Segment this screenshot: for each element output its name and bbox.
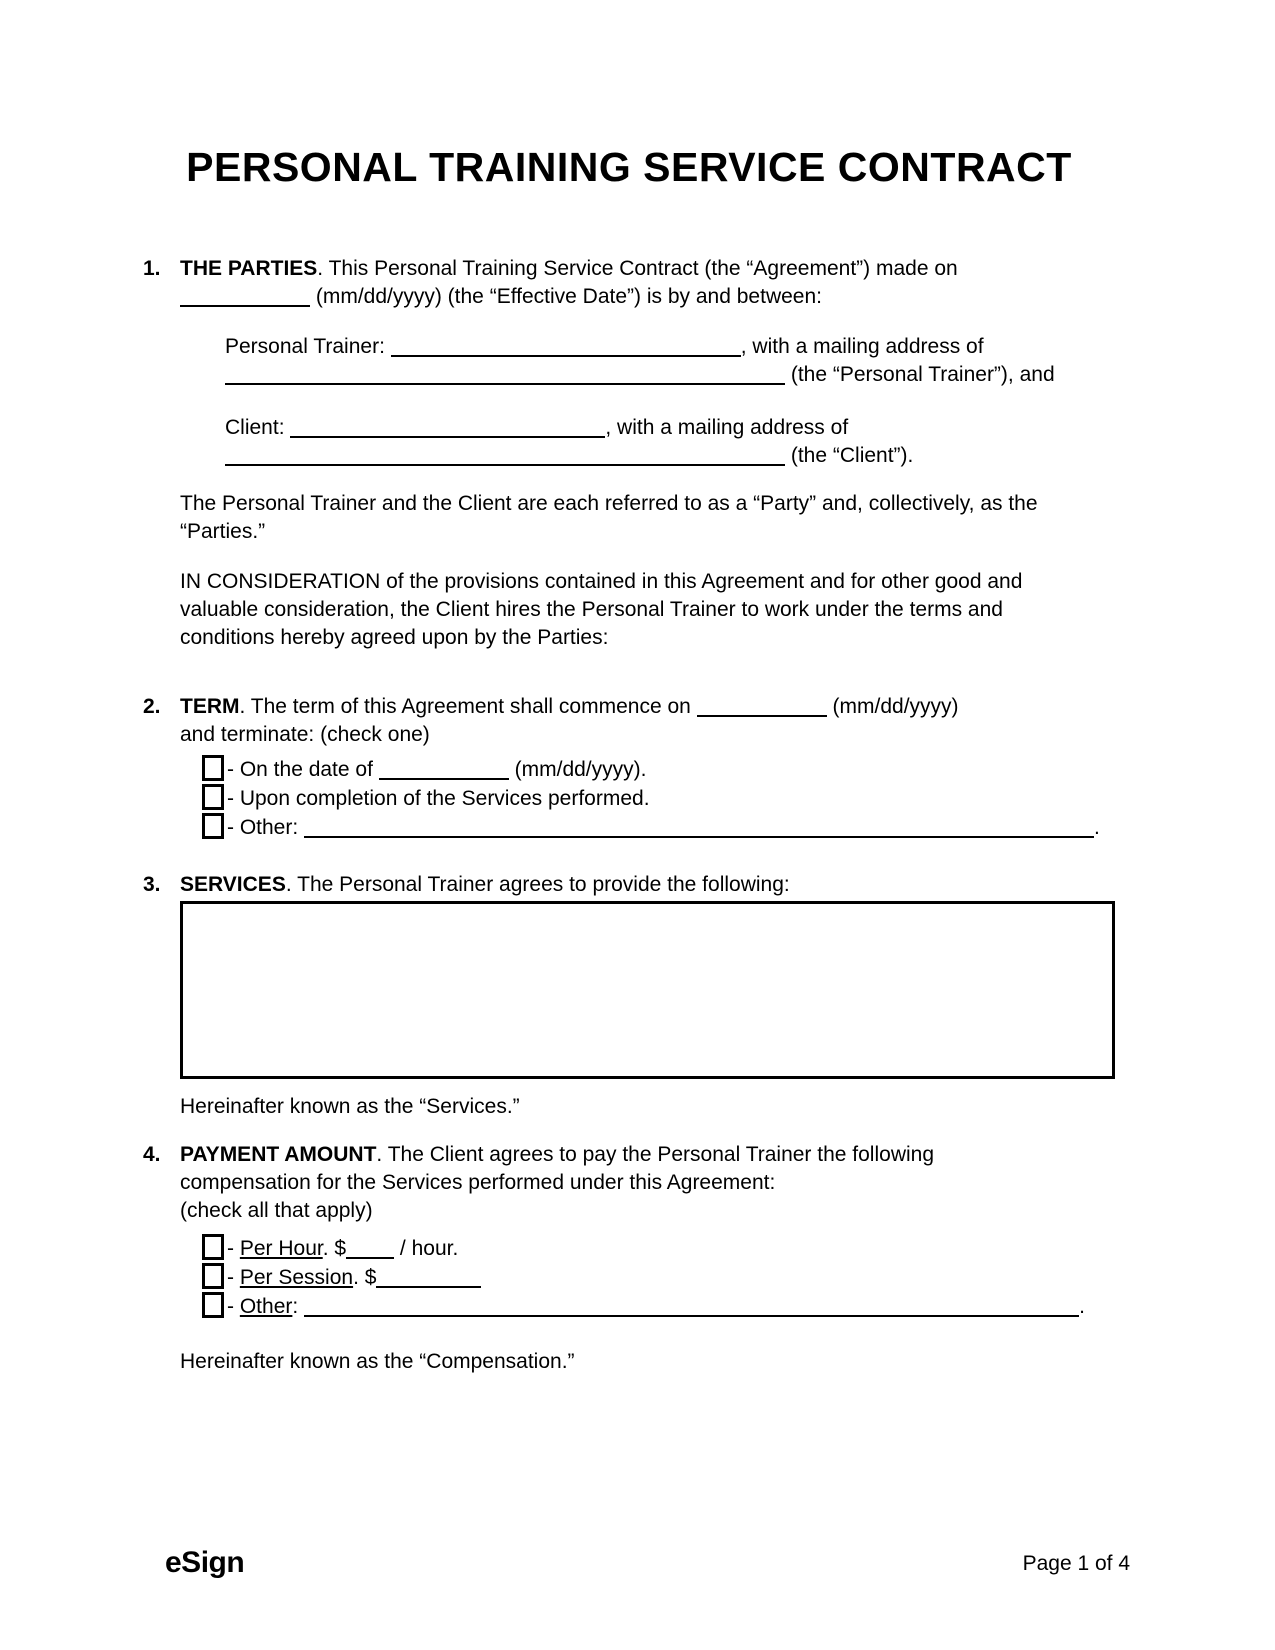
section-parties	[143, 255, 1115, 652]
section-payment	[143, 1141, 1115, 1376]
parties-roles-paragraph: The Personal Trainer and the Client are each referred to as a “Party” and, collectively, as the “Parties.”	[180, 492, 1038, 543]
compensation-note: Hereinafter known as the “Compensation.”	[180, 1350, 575, 1373]
trainer-block	[225, 333, 1115, 389]
payment-option-per-hour: - Per Hour. $ / hour.	[202, 1234, 1115, 1263]
payment-line3: (check all that apply)	[180, 1199, 373, 1222]
section-heading-parties: THE PARTIES	[180, 257, 318, 280]
hourly-rate-field[interactable]	[346, 1241, 394, 1259]
client-line2: (the “Client”).	[225, 442, 1115, 470]
term-other-field[interactable]	[304, 820, 1094, 838]
trainer-line2: (the “Personal Trainer”), and	[225, 361, 1115, 389]
session-rate-field[interactable]	[376, 1270, 481, 1288]
trainer-name-field[interactable]	[391, 339, 741, 357]
section-number: 1.	[143, 257, 161, 280]
payment-other-field[interactable]	[304, 1299, 1079, 1317]
checkbox-payment-other[interactable]	[202, 1292, 224, 1318]
checkbox-per-hour[interactable]	[202, 1234, 224, 1260]
term-option-completion: - Upon completion of the Services performed.	[202, 784, 1115, 813]
consideration-paragraph: IN CONSIDERATION of the provisions contained in this Agreement and for other good and valuable consideration, the Client hires the Personal Trainer to work under the terms and conditions hereby agreed upon by the Parties:	[180, 570, 1023, 649]
per-hour-label: Per Hour	[239, 1237, 323, 1260]
client-name-field[interactable]	[290, 420, 605, 438]
trainer-label: Personal Trainer:	[225, 335, 385, 358]
section-number: 2.	[143, 695, 161, 718]
esign-logo: eSign	[165, 1546, 245, 1579]
client-address-field[interactable]	[225, 448, 785, 466]
commence-date-field[interactable]	[697, 699, 827, 717]
payment-option-other: - Other: .	[202, 1292, 1115, 1321]
page-number: Page 1 of 4	[1022, 1552, 1130, 1575]
payment-options	[180, 1234, 1115, 1321]
section-term	[143, 693, 1115, 842]
trainer-address-field[interactable]	[225, 367, 785, 385]
payment-other-label: Other	[239, 1295, 293, 1318]
parties-intro-line2: (mm/dd/yyyy) (the “Effective Date”) is by and between:	[180, 283, 1115, 311]
services-note: Hereinafter known as the “Services.”	[180, 1095, 520, 1118]
section-number: 4.	[143, 1143, 161, 1166]
term-option-other: - Other: .	[202, 813, 1115, 842]
page-title: PERSONAL TRAINING SERVICE CONTRACT	[186, 144, 1072, 190]
term-options	[180, 755, 1115, 842]
effective-date-field[interactable]	[180, 289, 310, 307]
services-line1: SERVICES. The Personal Trainer agrees to provide the following:	[180, 873, 790, 896]
section-heading-services: SERVICES	[180, 873, 286, 896]
checkbox-term-date[interactable]	[202, 755, 224, 781]
payment-line1: PAYMENT AMOUNT. The Client agrees to pay the Personal Trainer the following	[180, 1143, 935, 1166]
section-services	[143, 871, 1115, 1121]
parties-intro-line1: THE PARTIES. This Personal Training Service Contract (the “Agreement”) made on	[180, 257, 958, 280]
section-number: 3.	[143, 873, 161, 896]
term-line1: TERM. The term of this Agreement shall commence on (mm/dd/yyyy)	[180, 695, 959, 718]
client-label: Client:	[225, 416, 285, 439]
termination-date-field[interactable]	[379, 762, 509, 780]
term-line2: and terminate: (check one)	[180, 723, 430, 746]
term-option-date: - On the date of (mm/dd/yyyy).	[202, 755, 1115, 784]
checkbox-per-session[interactable]	[202, 1263, 224, 1289]
section-heading-payment: PAYMENT AMOUNT	[180, 1143, 377, 1166]
section-heading-term: TERM	[180, 695, 240, 718]
payment-line2: compensation for the Services performed under this Agreement:	[180, 1171, 776, 1194]
client-line1: Client: , with a mailing address of	[225, 416, 849, 439]
trainer-line1: Personal Trainer: , with a mailing address of	[225, 335, 984, 358]
services-description-box[interactable]	[180, 901, 1115, 1079]
payment-option-per-session: - Per Session. $	[202, 1263, 1115, 1292]
checkbox-term-completion[interactable]	[202, 784, 224, 810]
per-session-label: Per Session	[239, 1266, 354, 1289]
client-block	[225, 414, 1115, 470]
checkbox-term-other[interactable]	[202, 813, 224, 839]
